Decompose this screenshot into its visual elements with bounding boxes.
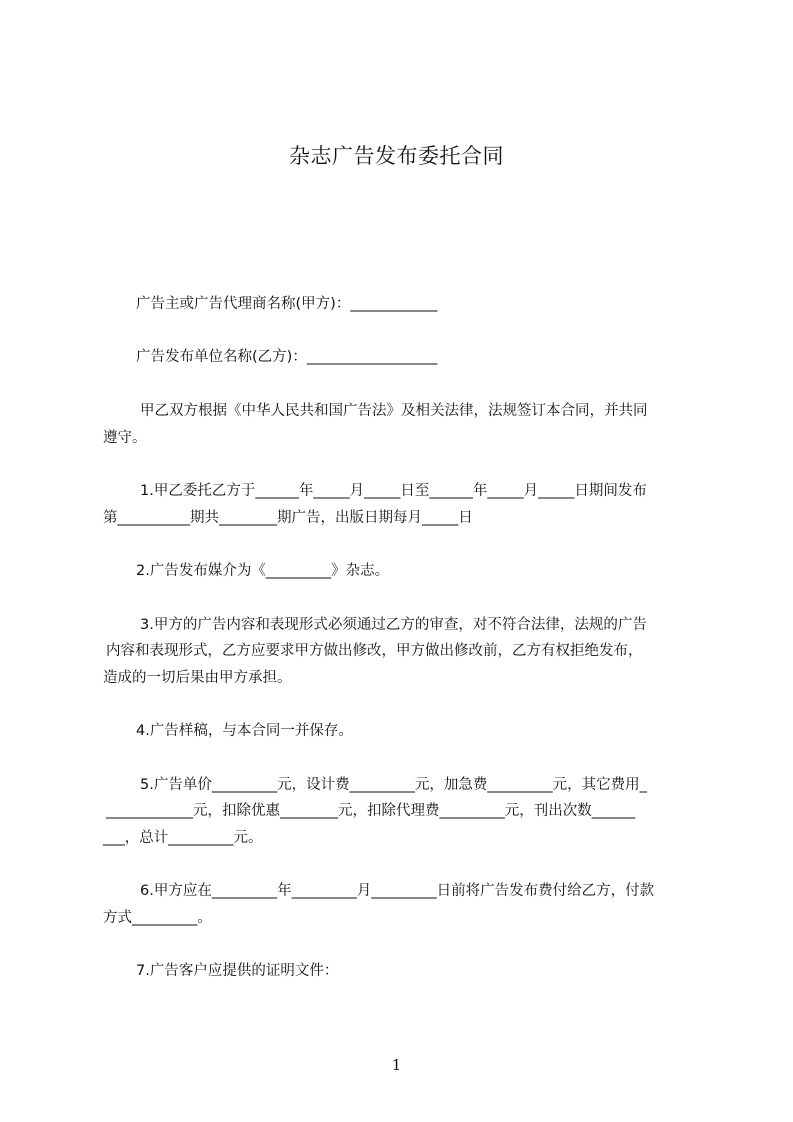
page-number: 1 [391, 1056, 402, 1074]
contract-title: 杂志广告发布委托合同 [289, 144, 504, 168]
clause-5-line-1: 5.广告单价_________元，设计费_________元，加急费_________元，其它费用_ [140, 777, 647, 793]
clause-6-line-1: 6.甲方应在_________年_________月_________日前将广告发布费付给乙方，付款 [140, 883, 655, 899]
clause-4-line-1: 4.广告样稿，与本合同一并保存。 [136, 723, 353, 739]
preamble-line-2: 遵守。 [103, 430, 147, 446]
preamble-line-1: 甲乙双方根据《中华人民共和国广告法》及相关法律，法规签订本合同，并共同 [140, 403, 648, 419]
clause-7-line-1: 7.广告客户应提供的证明文件： [136, 963, 339, 979]
clause-1-line-1: 1.甲乙委托乙方于______年_____月_____日至______年_____月_____日期间发布 [140, 483, 647, 499]
party-b-line: 广告发布单位名称(乙方)：__________________ [136, 349, 438, 365]
clause-3-line-1: 3.甲方的广告内容和表现形式必须通过乙方的审查，对不符合法律，法规的广告 [140, 617, 647, 633]
clause-1-line-2: 第__________期共________期广告，出版日期每月_____日 [103, 510, 473, 526]
clause-6-line-2: 方式_________。 [103, 910, 212, 926]
clause-2-line-1: 2.广告发布媒介为《_________》杂志。 [136, 563, 390, 579]
clause-3-line-3: 造成的一切后果由甲方承担。 [103, 670, 292, 686]
clause-5-line-2: ____________元，扣除优惠________元，扣除代理费_________元，刊出次数______ [106, 803, 636, 819]
clause-3-line-2: 内容和表现形式，乙方应要求甲方做出修改，甲方做出修改前，乙方有权拒绝发布， [106, 643, 643, 659]
party-a-line: 广告主或广告代理商名称(甲方)：____________ [136, 296, 438, 312]
clause-5-line-3: ___，总计_________元。 [103, 830, 263, 846]
